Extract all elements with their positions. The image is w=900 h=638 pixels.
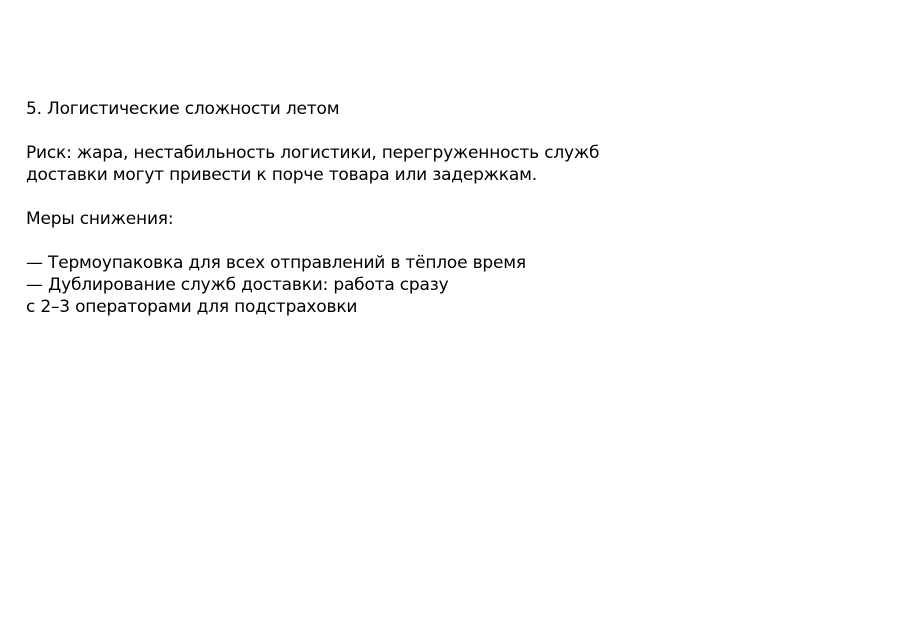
risk-paragraph xyxy=(26,142,666,186)
section-heading: 5. Логистические сложности летом xyxy=(26,99,340,119)
risk-line-1 xyxy=(26,142,666,164)
document-content xyxy=(26,98,666,318)
mitigation-list xyxy=(26,252,666,318)
risk-label: Риск: xyxy=(26,143,72,163)
risk-line-2: доставки могут привести к порче товара или задержкам. xyxy=(26,165,537,185)
mitigation-item-2: — Дублирование служб доставки: работа сразу xyxy=(26,275,449,295)
mitigation-label: Меры снижения: xyxy=(26,209,174,229)
risk-text-1: жара, нестабильность логистики, перегруженность служб xyxy=(71,143,600,163)
mitigation-item-2-continuation: с 2–3 операторами для подстраховки xyxy=(26,297,358,317)
mitigation-item-1: — Термоупаковка для всех отправлений в тёплое время xyxy=(26,253,526,273)
